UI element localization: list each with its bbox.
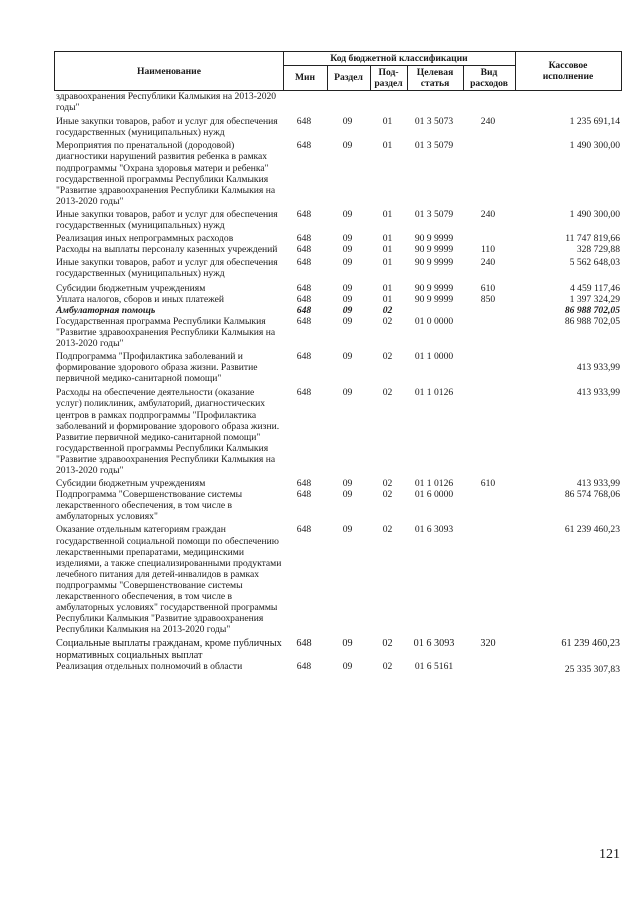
row-vid: 240 — [480, 116, 496, 128]
table-row — [54, 140, 622, 207]
row-name: Уплата налогов, сборов и иных платежей — [56, 293, 225, 305]
row-podrazdel: 02 — [382, 489, 393, 501]
table-body — [54, 91, 622, 675]
row-name: Социальные выплаты гражданам, кроме публичных нормативных социальных выплат — [56, 638, 282, 661]
table-row — [54, 116, 622, 138]
row-podrazdel: 01 — [382, 208, 393, 220]
row-name: Государственная программа Республики Калмыкия "Развитие здравоохранения Республики Калмыкия на 2013-2020 годы" — [56, 315, 276, 349]
table-row — [54, 638, 622, 660]
row-min: 648 — [296, 351, 312, 363]
table-row — [54, 233, 622, 244]
row-razdel: 09 — [342, 208, 353, 220]
row-amount: 1 235 691,14 — [569, 116, 620, 128]
row-min: 648 — [296, 478, 312, 490]
row-razdel: 09 — [342, 638, 353, 650]
table-row — [54, 351, 622, 384]
row-amount: 61 239 460,23 — [561, 638, 620, 650]
row-min: 648 — [296, 315, 312, 327]
row-name: Расходы на выплаты персоналу казенных учреждений — [56, 244, 278, 256]
row-vid: 320 — [480, 638, 496, 650]
table-row — [54, 209, 622, 231]
row-amount: 86 574 768,06 — [564, 489, 620, 501]
row-podrazdel: 01 — [382, 282, 393, 294]
row-min: 648 — [296, 257, 312, 269]
row-podrazdel: 02 — [382, 387, 393, 399]
table-row — [54, 305, 622, 316]
row-amount: 5 562 648,03 — [569, 257, 620, 269]
row-amount: 11 747 819,66 — [565, 233, 620, 245]
row-statya: 01 6 3093 — [413, 638, 455, 650]
row-podrazdel: 01 — [382, 293, 393, 305]
row-statya: 90 9 9999 — [414, 257, 454, 269]
row-min: 648 — [296, 116, 312, 128]
row-podrazdel: 01 — [382, 244, 393, 256]
row-min: 648 — [296, 489, 312, 501]
row-vid: 850 — [480, 293, 496, 305]
row-name: Подпрограмма "Профилактика заболеваний и формирование здорового образа жизни. Развитие первичной медико-санитарной помощи" — [56, 351, 258, 385]
row-podrazdel: 02 — [382, 351, 393, 363]
row-vid: 610 — [480, 282, 496, 294]
row-podrazdel: 02 — [382, 304, 393, 316]
table-row — [54, 283, 622, 294]
header-code-group: Код бюджетной классификации — [330, 53, 468, 64]
row-razdel: 09 — [342, 282, 353, 294]
row-min: 648 — [296, 233, 312, 245]
row-razdel: 09 — [342, 524, 353, 536]
row-razdel: 09 — [342, 478, 353, 490]
row-razdel: 09 — [342, 387, 353, 399]
row-min: 648 — [296, 293, 312, 305]
row-name: Мероприятия по пренатальной (дородовой) диагностики нарушений развития ребенка в рамках подпрограммы "Охрана здоровья матери и ребенка" государственной программы Республики Калмыкия "Развитие здравоохранения Республики Калмыкия на 2013-2020 годы" — [56, 140, 276, 207]
row-vid: 240 — [480, 257, 496, 269]
header-podrazdel: Под- раздел — [374, 66, 403, 89]
row-name: Амбулаторная помощь — [56, 304, 156, 316]
row-name: Субсидии бюджетным учреждениям — [56, 478, 206, 490]
row-min: 648 — [296, 304, 312, 316]
row-statya: 01 6 5161 — [414, 660, 454, 672]
row-amount: 1 490 300,00 — [569, 208, 620, 220]
table-row — [54, 478, 622, 489]
table-row — [54, 294, 622, 305]
row-min: 648 — [296, 282, 312, 294]
row-amount: 1 490 300,00 — [569, 140, 620, 152]
header-vid: Вид расходов — [470, 66, 508, 89]
row-razdel: 09 — [342, 244, 353, 256]
row-min: 648 — [296, 140, 312, 152]
table-row — [54, 387, 622, 476]
row-amount: 328 729,88 — [576, 244, 620, 256]
row-statya: 01 6 0000 — [414, 489, 454, 501]
row-amount: 25 335 307,83 — [564, 663, 620, 675]
row-min: 648 — [296, 244, 312, 256]
table-row — [54, 91, 622, 113]
row-min: 648 — [296, 387, 312, 399]
row-podrazdel: 01 — [382, 233, 393, 245]
row-amount: 4 459 117,46 — [569, 282, 620, 294]
row-statya: 01 3 5073 — [414, 116, 454, 128]
row-min: 648 — [296, 208, 312, 220]
row-amount: 61 239 460,23 — [564, 524, 620, 536]
row-razdel: 09 — [342, 489, 353, 501]
row-amount: 413 933,99 — [576, 478, 620, 490]
row-statya: 90 9 9999 — [414, 244, 454, 256]
table-header — [54, 51, 622, 91]
row-podrazdel: 01 — [382, 116, 393, 128]
header-name: Наименование — [137, 65, 201, 77]
header-min: Мин — [294, 72, 316, 83]
row-name: здравоохранения Республики Калмыкия на 2013-2020 годы" — [56, 91, 277, 114]
row-razdel: 09 — [342, 351, 353, 363]
row-podrazdel: 02 — [382, 638, 393, 650]
row-vid: 610 — [480, 478, 496, 490]
header-razdel: Раздел — [334, 72, 363, 83]
row-statya: 90 9 9999 — [414, 293, 454, 305]
table-row — [54, 244, 622, 255]
table-row — [54, 661, 622, 675]
row-statya: 01 1 0126 — [414, 387, 454, 399]
row-razdel: 09 — [342, 315, 353, 327]
row-min: 648 — [296, 638, 312, 650]
row-podrazdel: 01 — [382, 257, 393, 269]
header-amount: Кассовое исполнение — [542, 60, 594, 82]
table-row — [54, 489, 622, 522]
row-statya: 90 9 9999 — [414, 233, 454, 245]
row-statya: 01 1 0000 — [414, 351, 454, 363]
row-name: Иные закупки товаров, работ и услуг для обеспечения государственных (муниципальных) нужд — [56, 257, 278, 280]
row-razdel: 09 — [342, 660, 353, 672]
row-name: Расходы на обеспечение деятельности (оказание услуг) поликлиник, амбулаторий, диагностических центров в рамках подпрограммы "Профилактика заболеваний и формирование здорового образа жизни. Развитие первичной медико-санитарной помощи" государственной программы Республики Калмыкия "Развитие здравоохранения Республики Калмыкия на 2013-2020 годы" — [56, 387, 280, 476]
row-statya: 01 1 0126 — [414, 478, 454, 490]
row-amount: 1 397 324,29 — [569, 293, 620, 305]
row-name: Иные закупки товаров, работ и услуг для обеспечения государственных (муниципальных) нужд — [56, 208, 278, 232]
row-amount: 413 933,99 — [576, 387, 620, 399]
row-podrazdel: 02 — [382, 524, 393, 536]
row-name: Субсидии бюджетным учреждениям — [56, 282, 206, 294]
row-name: Реализация иных непрограммных расходов — [56, 233, 234, 245]
row-statya: 01 0 0000 — [414, 315, 454, 327]
row-podrazdel: 02 — [382, 478, 393, 490]
table-row — [54, 524, 622, 635]
row-name: Подпрограмма "Совершенствование системы лекарственного обеспечения, в том числе в амбулаторных условиях" — [56, 489, 243, 523]
row-min: 648 — [296, 524, 312, 536]
row-name: Иные закупки товаров, работ и услуг для обеспечения государственных (муниципальных) нужд — [56, 116, 278, 139]
row-razdel: 09 — [342, 140, 353, 152]
row-podrazdel: 01 — [382, 140, 393, 152]
row-razdel: 09 — [342, 257, 353, 269]
row-statya: 01 6 3093 — [414, 524, 454, 536]
row-statya: 90 9 9999 — [414, 282, 454, 294]
row-razdel: 09 — [342, 304, 353, 316]
header-statya: Целевая статья — [416, 66, 454, 89]
row-name: Оказание отдельным категориям граждан государственной социальной помощи по обеспечению лекарственными препаратами, медицинскими изделиями, а также специализированными продуктами лечебного питания для детей-инвалидов в рамках подпрограммы "Совершенствование системы лекарственного обеспечения, в том числе в амбулаторных условиях" государственной программы Республики Калмыкия "Развитие здравоохранения Республики Калмыкия на 2013-2020 годы" — [56, 524, 282, 636]
page-number: 121 — [599, 847, 620, 862]
row-name: Реализация отдельных полномочий в области — [56, 660, 243, 672]
row-statya: 01 3 5079 — [414, 208, 454, 220]
row-razdel: 09 — [342, 293, 353, 305]
row-min: 648 — [296, 660, 312, 672]
row-vid: 240 — [480, 208, 496, 220]
table-row — [54, 316, 622, 349]
row-amount: 86 988 702,05 — [564, 315, 620, 327]
row-razdel: 09 — [342, 233, 353, 245]
row-podrazdel: 02 — [382, 660, 393, 672]
row-vid: 110 — [480, 244, 496, 256]
row-amount: 413 933,99 — [576, 362, 620, 374]
row-podrazdel: 02 — [382, 315, 393, 327]
table-row — [54, 257, 622, 279]
row-statya: 01 3 5079 — [414, 140, 454, 152]
row-razdel: 09 — [342, 116, 353, 128]
row-amount: 86 988 702,05 — [564, 304, 620, 316]
